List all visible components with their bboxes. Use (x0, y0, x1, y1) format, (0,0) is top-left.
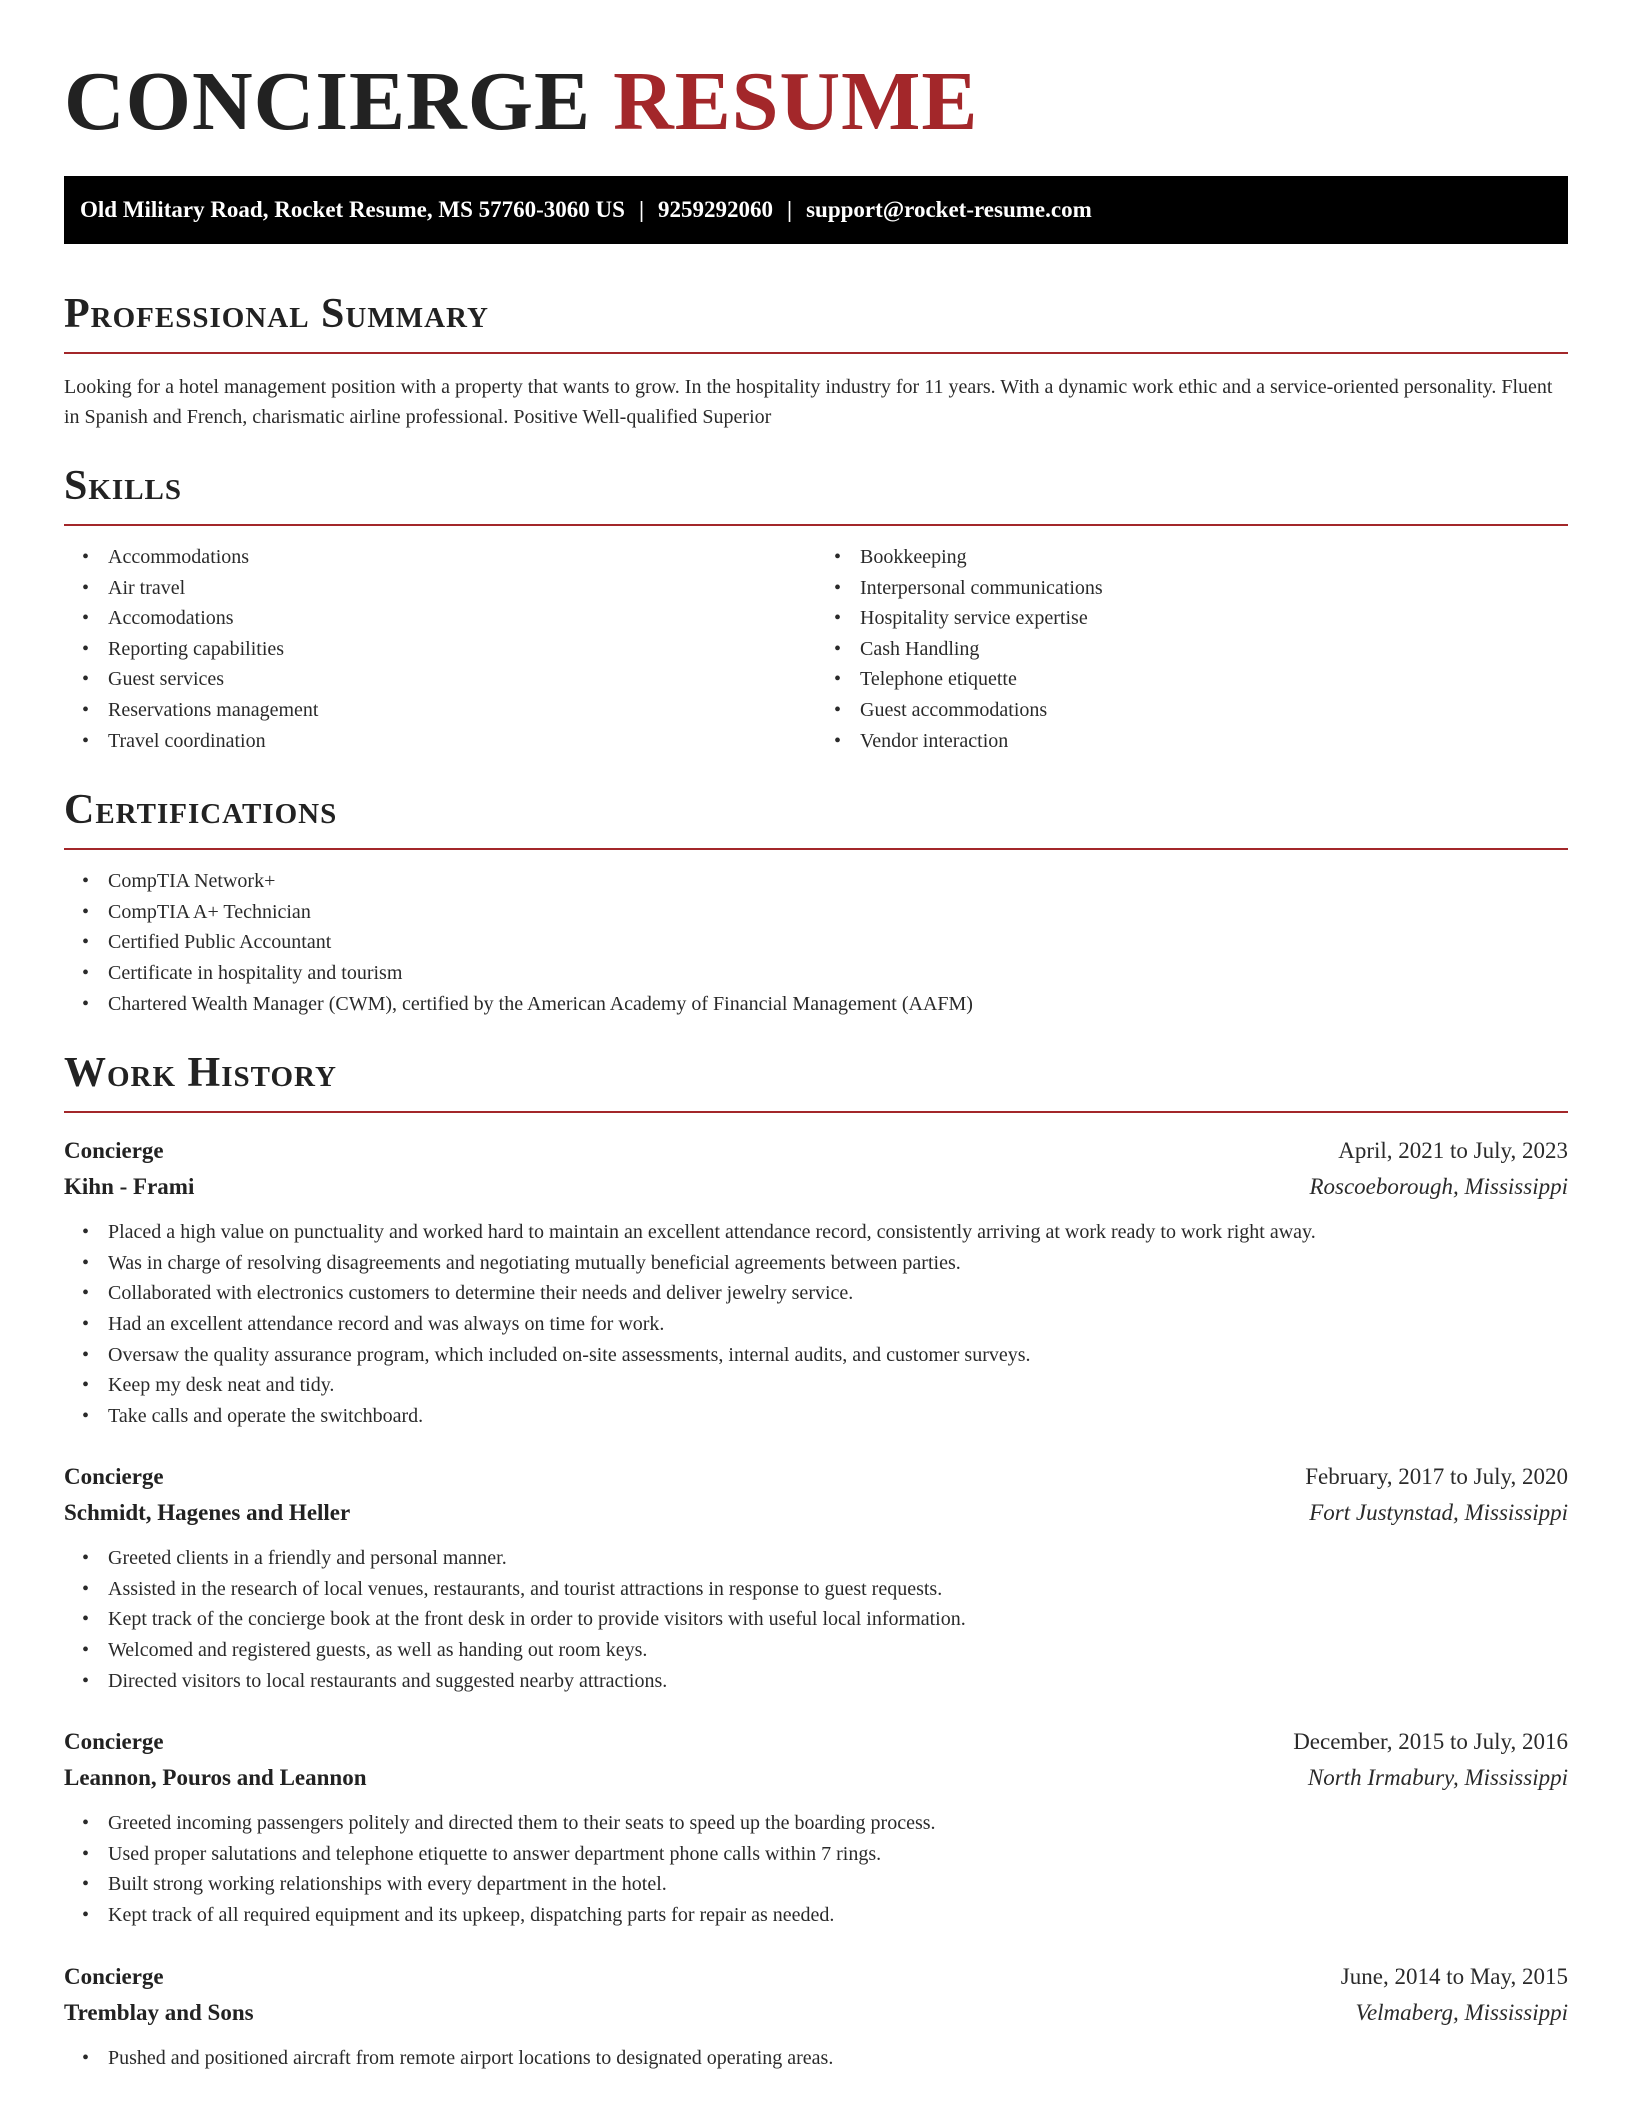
job-duty: • Placed a high value on punctuality and worked hard to maintain an excellent attendance record, consistently arriving at work ready to work right away. (108, 1217, 1568, 1248)
skill-item: • Reporting capabilities (108, 634, 816, 665)
skill-item: • Accomodations (108, 603, 816, 634)
job-duty: • Welcomed and registered guests, as well as handing out room keys. (108, 1635, 1568, 1666)
certification-item: • CompTIA Network+ (108, 866, 1568, 897)
job-entry (64, 1133, 1568, 1431)
contact-separator: | (638, 197, 645, 222)
job-duties (64, 1217, 1568, 1431)
skills-list-right (816, 542, 1568, 756)
job-entry (64, 1459, 1568, 1696)
contact-email[interactable]: support@rocket-resume.com (806, 197, 1092, 222)
job-duty: • Greeted incoming passengers politely and directed them to their seats to speed up the boarding process. (108, 1808, 1568, 1839)
job-duties (64, 2043, 1568, 2074)
job-duty: • Used proper salutations and telephone etiquette to answer department phone calls within 7 rings. (108, 1839, 1568, 1870)
summary-heading: Professional Summary (64, 288, 1568, 354)
job-duty: • Keep my desk neat and tidy. (108, 1370, 1568, 1401)
job-dates: December, 2015 to July, 2016 (1293, 1729, 1568, 1755)
job-location: Roscoeborough, Mississippi (1309, 1174, 1568, 1200)
job-duty: • Assisted in the research of local venues, restaurants, and tourist attractions in response to guest requests. (108, 1574, 1568, 1605)
skill-item: • Hospitality service expertise (860, 603, 1568, 634)
skill-item: • Accommodations (108, 542, 816, 573)
job-company: Kihn - Frami (64, 1174, 195, 1200)
job-duty: • Take calls and operate the switchboard. (108, 1401, 1568, 1432)
job-duty: • Had an excellent attendance record and was always on time for work. (108, 1309, 1568, 1340)
contact-phone[interactable]: 9259292060 (658, 197, 774, 222)
contact-separator: | (787, 197, 793, 222)
job-subheader-row (64, 1495, 1568, 1531)
skill-item: • Guest accommodations (860, 695, 1568, 726)
contact-address: Old Military Road, Rocket Resume, MS 57760-3060 US (80, 197, 625, 222)
job-header-row (64, 1724, 1568, 1760)
certification-item: • Certified Public Accountant (108, 927, 1568, 958)
job-location: North Irmabury, Mississippi (1307, 1765, 1568, 1791)
job-subheader-row (64, 1169, 1568, 1205)
job-duties (64, 1808, 1568, 1930)
job-duty: • Pushed and positioned aircraft from remote airport locations to designated operating areas. (108, 2043, 1568, 2074)
job-duty: • Collaborated with electronics customers to determine their needs and deliver jewelry service. (108, 1278, 1568, 1309)
job-duties (64, 1543, 1568, 1696)
job-duty: • Oversaw the quality assurance program, which included on-site assessments, internal audits, and customer surveys. (108, 1340, 1568, 1371)
certifications-list (64, 866, 1568, 1019)
job-duty: • Was in charge of resolving disagreements and negotiating mutually beneficial agreements between parties. (108, 1248, 1568, 1279)
job-company: Tremblay and Sons (64, 1999, 254, 2025)
job-dates: June, 2014 to May, 2015 (1340, 1963, 1568, 1989)
job-title: Concierge (64, 1464, 164, 1490)
job-company: Leannon, Pouros and Leannon (64, 1765, 367, 1791)
skill-item: • Interpersonal communications (860, 573, 1568, 604)
title-accent: RESUME (613, 55, 979, 148)
skill-item: • Vendor interaction (860, 726, 1568, 757)
skills-heading: Skills (64, 460, 1568, 526)
contact-bar (64, 176, 1568, 244)
skill-item: • Bookkeeping (860, 542, 1568, 573)
certification-item: • Chartered Wealth Manager (CWM), certified by the American Academy of Financial Management (AAFM) (108, 989, 1568, 1020)
skill-item: • Telephone etiquette (860, 664, 1568, 695)
job-duty: • Kept track of the concierge book at the front desk in order to provide visitors with useful local information. (108, 1604, 1568, 1635)
job-duty: • Built strong working relationships with every department in the hotel. (108, 1869, 1568, 1900)
certification-item: • Certificate in hospitality and tourism (108, 958, 1568, 989)
job-location: Fort Justynstad, Mississippi (1309, 1500, 1568, 1526)
skills-section (64, 460, 1568, 756)
job-header-row (64, 1133, 1568, 1169)
skill-item: • Travel coordination (108, 726, 816, 757)
job-duty: • Kept track of all required equipment and its upkeep, dispatching parts for repair as needed. (108, 1900, 1568, 1931)
job-title: Concierge (64, 1963, 164, 1989)
certification-item: • CompTIA A+ Technician (108, 897, 1568, 928)
job-title: Concierge (64, 1138, 164, 1164)
summary-text: Looking for a hotel management position with a property that wants to grow. In the hospitality industry for 11 years. With a dynamic work ethic and a service-oriented personality. Fluent in Spanish and French, charismatic airline professional. Positive Well-qualified Superior (64, 376, 1553, 428)
skill-item: • Reservations management (108, 695, 816, 726)
job-entry (64, 1959, 1568, 2074)
job-company: Schmidt, Hagenes and Heller (64, 1500, 351, 1526)
certifications-section (64, 784, 1568, 1019)
job-duty: • Greeted clients in a friendly and personal manner. (108, 1543, 1568, 1574)
certifications-heading: Certifications (64, 784, 1568, 850)
summary-section (64, 288, 1568, 432)
title-main: CONCIERGE (64, 55, 592, 148)
skills-list-left (64, 542, 816, 756)
skills-grid (64, 526, 1568, 756)
resume-title (64, 0, 1568, 176)
skill-item: • Air travel (108, 573, 816, 604)
job-header-row (64, 1959, 1568, 1995)
skill-item: • Guest services (108, 664, 816, 695)
job-title: Concierge (64, 1729, 164, 1755)
job-location: Velmaberg, Mississippi (1355, 1999, 1568, 2025)
job-header-row (64, 1459, 1568, 1495)
job-duty: • Directed visitors to local restaurants and suggested nearby attractions. (108, 1666, 1568, 1697)
job-subheader-row (64, 1760, 1568, 1796)
work-history-heading: Work History (64, 1047, 1568, 1113)
job-dates: February, 2017 to July, 2020 (1305, 1464, 1568, 1490)
job-entry (64, 1724, 1568, 1930)
job-subheader-row (64, 1995, 1568, 2031)
work-history-section (64, 1047, 1568, 2073)
skill-item: • Cash Handling (860, 634, 1568, 665)
job-dates: April, 2021 to July, 2023 (1338, 1138, 1568, 1164)
